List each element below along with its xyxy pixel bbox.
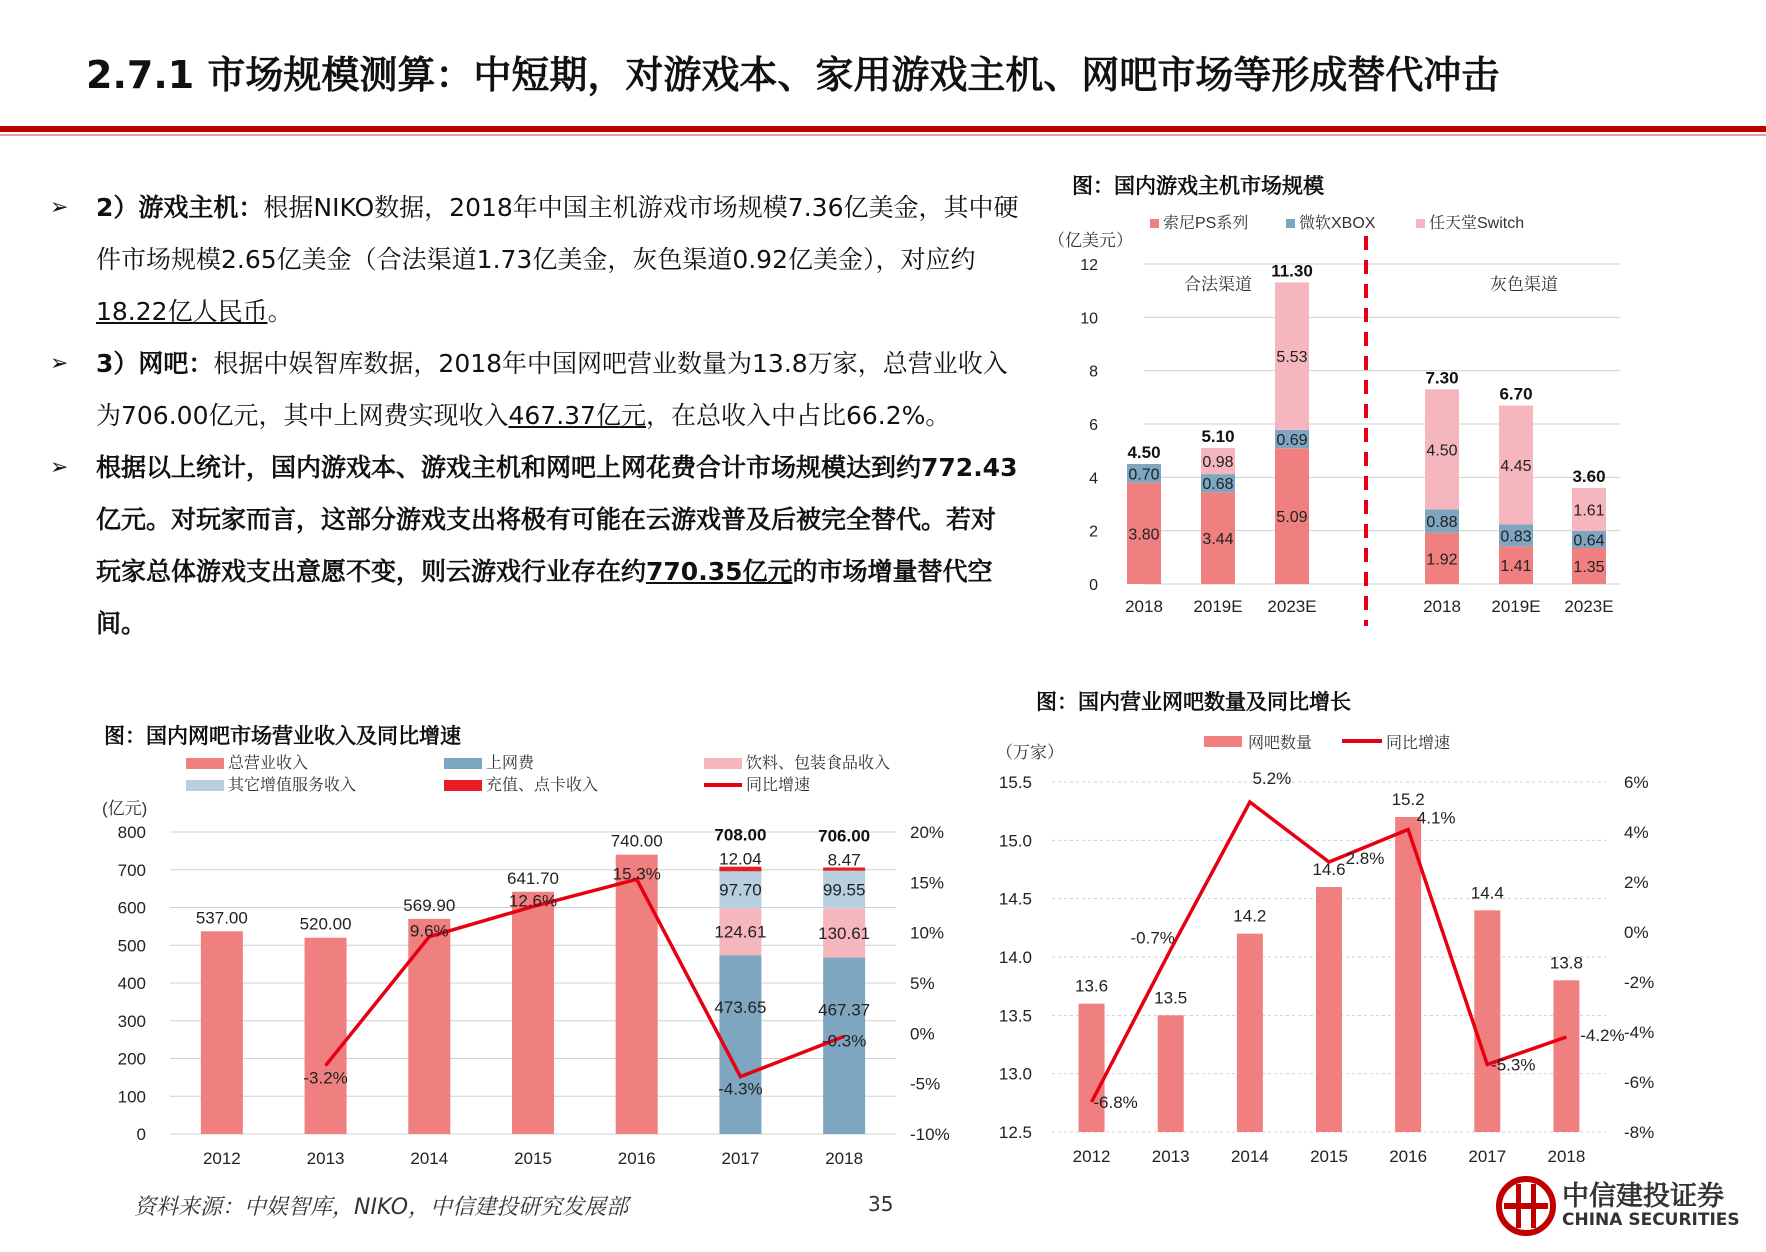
x-tick-label: 2016 — [617, 1149, 656, 1168]
legend-label: 其它增值服务收入 — [228, 777, 357, 794]
growth-label: 2.8% — [1345, 849, 1385, 868]
data-label: 1.41 — [1500, 558, 1532, 576]
growth-label: 4.1% — [1416, 808, 1456, 828]
data-label: 14.4 — [1470, 883, 1504, 903]
growth-label: 15.3% — [612, 864, 661, 884]
y2-tick-label: -8% — [1624, 1123, 1655, 1142]
y2-tick-label: 15% — [910, 873, 945, 893]
bar — [1395, 817, 1421, 1132]
bar — [1158, 1015, 1184, 1132]
growth-label: -0.3% — [821, 1031, 867, 1051]
page-number: 35 — [868, 1192, 894, 1216]
x-tick-label: 2018 — [825, 1149, 864, 1168]
data-label: 14.6 — [1312, 860, 1346, 879]
total-label: 11.30 — [1271, 261, 1313, 281]
y2-tick-label: 0% — [1624, 923, 1649, 942]
legend-label: 充值、点卡收入 — [486, 777, 599, 794]
y2-tick-label: -4% — [1624, 1023, 1655, 1042]
x-tick-label: 2015 — [514, 1149, 552, 1168]
data-label: 467.37 — [818, 1000, 871, 1020]
legend-swatch — [444, 780, 482, 791]
legend-label: 索尼PS系列 — [1163, 215, 1249, 232]
y-tick-label: 14.0 — [998, 948, 1032, 967]
data-label: 0.98 — [1202, 454, 1234, 472]
y-tick-label: 600 — [117, 898, 146, 918]
y-tick-label: 6 — [1089, 417, 1098, 434]
growth-label: -5.3% — [1491, 1055, 1536, 1075]
x-tick-label: 2023E — [1267, 597, 1317, 616]
bullet-underlined: 467.37亿元 — [508, 401, 646, 430]
legend-label: 总营业收入 — [228, 755, 309, 772]
brand-logo-en: CHINA SECURITIES — [1562, 1210, 1740, 1230]
total-label: 3.60 — [1572, 467, 1606, 486]
bar-segment — [719, 955, 761, 1134]
data-label: 740.00 — [610, 831, 663, 851]
y-tick-label: 0 — [1089, 577, 1098, 594]
data-label: 8.47 — [827, 850, 861, 870]
data-label: 0.68 — [1202, 476, 1234, 494]
y-tick-label: 800 — [117, 823, 146, 842]
y-tick-label: 15.0 — [998, 831, 1032, 851]
data-label: 1.35 — [1573, 559, 1605, 576]
x-tick-label: 2018 — [1423, 597, 1461, 616]
y2-tick-label: -5% — [910, 1074, 941, 1094]
data-label: 537.00 — [195, 908, 248, 928]
source-note: 资料来源：中娱智库，NIKO，中信建投研究发展部 — [134, 1195, 629, 1220]
y2-tick-label: 0% — [910, 1024, 935, 1044]
console-chart-title: 图：国内游戏主机市场规模 — [1072, 174, 1324, 198]
data-label: 1.92 — [1426, 551, 1458, 569]
growth-label: -3.2% — [303, 1068, 348, 1088]
x-tick-label: 2018 — [1125, 597, 1163, 616]
growth-label: -6.8% — [1093, 1093, 1138, 1112]
data-label: 3.80 — [1128, 526, 1160, 544]
legend-label: 同比增速 — [1386, 735, 1451, 752]
y-tick-label: 14.5 — [998, 889, 1032, 909]
group-label: 合法渠道 — [1184, 275, 1252, 294]
x-tick-label: 2017 — [721, 1149, 760, 1168]
y2-tick-label: 2% — [1624, 873, 1649, 892]
data-label: 520.00 — [299, 914, 352, 934]
total-label: 708.00 — [714, 825, 767, 845]
y-tick-label: 400 — [117, 974, 146, 993]
growth-label: -4.3% — [718, 1079, 763, 1099]
y2-tick-label: 6% — [1624, 773, 1649, 792]
y-tick-label: 100 — [117, 1087, 146, 1107]
data-label: 124.61 — [714, 922, 767, 942]
title-divider-shadow — [0, 134, 1766, 136]
bullet-lead: 2）游戏主机： — [96, 193, 264, 222]
growth-label: 9.6% — [409, 921, 449, 941]
y-tick-label: 12 — [1080, 257, 1098, 274]
arrow-bullet-icon: ➢ — [50, 195, 69, 220]
legend-swatch — [704, 758, 742, 769]
bullet-netbar — [50, 338, 1020, 442]
console-market-chart — [1040, 206, 1640, 636]
y-tick-label: 700 — [117, 860, 146, 880]
legend-swatch — [444, 758, 482, 769]
data-label: 99.55 — [822, 880, 866, 900]
revenue-chart-title: 图：国内网吧市场营业收入及同比增速 — [104, 724, 461, 748]
y-axis-unit: （万家） — [996, 743, 1064, 762]
y-tick-label: 13.0 — [998, 1064, 1032, 1084]
y-tick-label: 10 — [1080, 310, 1098, 328]
brand-logo-cn: 中信建投证券 — [1562, 1181, 1724, 1212]
data-label: 3.44 — [1202, 531, 1234, 549]
data-label: 473.65 — [714, 998, 767, 1018]
data-label: 13.8 — [1549, 953, 1583, 973]
y-tick-label: 4 — [1089, 470, 1098, 488]
count-chart-title: 图：国内营业网吧数量及同比增长 — [1036, 690, 1351, 714]
bullet-lead: 3）网吧： — [96, 349, 214, 378]
data-label: 97.70 — [719, 880, 762, 900]
bar-segment — [512, 892, 554, 1134]
data-label: 13.5 — [1154, 988, 1188, 1008]
brand-logo — [1496, 1172, 1756, 1242]
bullet-text: 根据中娱智库数据，2018年中国网吧营业数量为13.8万家，总营业收入为706.00亿元，其中上网费实现收入 — [96, 349, 1008, 430]
bar-segment — [408, 919, 450, 1134]
x-tick-label: 2015 — [1310, 1147, 1348, 1166]
arrow-bullet-icon: ➢ — [50, 455, 69, 480]
y2-tick-label: 5% — [910, 974, 935, 993]
x-tick-label: 2017 — [1468, 1147, 1507, 1166]
x-tick-label: 2012 — [1072, 1147, 1111, 1166]
data-label: 4.50 — [1426, 442, 1458, 460]
growth-label: 5.2% — [1252, 769, 1292, 788]
data-label: 0.64 — [1573, 532, 1605, 550]
legend-label: 饮料、包装食品收入 — [746, 755, 891, 772]
x-tick-label: 2014 — [1230, 1147, 1269, 1166]
bar-segment — [305, 938, 347, 1134]
data-label: 1.61 — [1573, 502, 1605, 520]
y-tick-label: 8 — [1089, 363, 1098, 381]
legend-swatch — [1286, 219, 1295, 228]
arrow-bullet-icon: ➢ — [50, 351, 69, 376]
total-label: 7.30 — [1425, 368, 1459, 388]
data-label: 15.2 — [1391, 790, 1425, 809]
x-tick-label: 2016 — [1389, 1147, 1428, 1166]
bullet-underlined: 770.35亿元 — [646, 557, 793, 586]
y-tick-label: 300 — [117, 1011, 146, 1031]
bar — [1079, 1004, 1105, 1132]
bullet-underlined: 18.22亿人民币 — [96, 297, 268, 326]
bullet-list — [50, 182, 1020, 650]
x-tick-label: 2018 — [1547, 1147, 1586, 1166]
bar — [1237, 934, 1263, 1132]
bullet-text: 根据NIKO数据，2018年中国主机游戏市场规模7.36亿美金，其中硬件市场规模2.65亿美金（合法渠道1.73亿美金，灰色渠道0.92亿美金），对应约 — [96, 193, 1019, 274]
y2-tick-label: 10% — [910, 923, 945, 943]
netbar-revenue-chart — [96, 752, 976, 1182]
data-label: 0.70 — [1128, 466, 1160, 484]
data-label: 130.61 — [818, 923, 871, 943]
data-label: 0.88 — [1426, 514, 1458, 532]
data-label: 14.2 — [1233, 906, 1267, 926]
legend-label: 网吧数量 — [1248, 735, 1313, 752]
y-axis-unit: (亿元) — [102, 799, 148, 818]
x-tick-label: 2019E — [1491, 597, 1541, 616]
y-tick-label: 15.5 — [998, 773, 1032, 792]
bar — [1553, 980, 1579, 1132]
page-title: 2.7.1 市场规模测算：中短期，对游戏本、家用游戏主机、网吧市场等形成替代冲击 — [86, 53, 1500, 97]
x-tick-label: 2013 — [1151, 1147, 1190, 1166]
x-tick-label: 2019E — [1193, 597, 1243, 616]
x-tick-label: 2013 — [306, 1149, 345, 1168]
total-label: 4.50 — [1127, 443, 1161, 462]
group-label: 灰色渠道 — [1490, 275, 1558, 294]
y-tick-label: 200 — [117, 1049, 146, 1069]
data-label: 0.83 — [1500, 528, 1532, 546]
bar-segment — [201, 931, 243, 1134]
y2-tick-label: -6% — [1624, 1073, 1655, 1092]
legend-swatch — [186, 758, 224, 769]
legend-swatch — [1416, 219, 1425, 228]
y-axis-unit: （亿美元） — [1048, 231, 1133, 250]
data-label: 641.70 — [507, 868, 559, 888]
legend-swatch — [1150, 219, 1159, 228]
y2-tick-label: 20% — [910, 823, 945, 842]
bar-segment — [616, 855, 658, 1134]
bullet-text: 根据以上统计，国内游戏本、游戏主机和网吧上网花费合计市场规模达到约772.43亿元。对玩家而言，这部分游戏支出将极有可能在云游戏普及后被完全替代。若对玩家总体游戏支出意愿不变，则云游戏行业存在约 — [96, 453, 1018, 586]
total-label: 706.00 — [818, 826, 871, 846]
bullet-text-end: 。 — [267, 297, 293, 326]
growth-label: -4.2% — [1580, 1026, 1625, 1045]
legend-swatch — [1204, 736, 1242, 747]
y-tick-label: 2 — [1089, 523, 1098, 541]
x-tick-label: 2014 — [410, 1149, 449, 1168]
y-tick-label: 0 — [136, 1125, 146, 1144]
bullet-summary — [50, 442, 1020, 650]
legend-swatch — [186, 780, 224, 791]
data-label: 5.53 — [1276, 349, 1308, 367]
brand-logo-icon — [1496, 1176, 1556, 1236]
y-tick-label: 500 — [117, 936, 146, 956]
bar — [1316, 887, 1342, 1132]
bullet-text-end: 的市场增量替代空间。 — [96, 557, 993, 638]
data-label: 13.6 — [1075, 976, 1109, 996]
y2-tick-label: -2% — [1624, 973, 1655, 992]
y2-tick-label: 4% — [1624, 823, 1649, 842]
data-label: 12.04 — [719, 849, 762, 869]
total-label: 6.70 — [1499, 384, 1533, 404]
x-tick-label: 2012 — [202, 1149, 241, 1168]
netbar-count-chart — [990, 726, 1680, 1176]
growth-label: 12.6% — [508, 891, 558, 911]
legend-label: 同比增速 — [746, 777, 811, 794]
y-tick-label: 13.5 — [998, 1006, 1032, 1026]
legend-label: 上网费 — [486, 755, 535, 772]
total-label: 5.10 — [1201, 427, 1235, 446]
bullet-console — [50, 182, 1020, 338]
data-label: 0.69 — [1276, 432, 1308, 450]
data-label: 569.90 — [403, 895, 456, 915]
growth-label: -0.7% — [1130, 928, 1175, 948]
data-label: 5.09 — [1276, 509, 1308, 527]
bar — [1474, 910, 1500, 1132]
legend-label: 微软XBOX — [1299, 215, 1376, 232]
legend-label: 任天堂Switch — [1429, 215, 1525, 232]
y2-tick-label: -10% — [910, 1125, 950, 1144]
y-tick-label: 12.5 — [998, 1123, 1032, 1142]
data-label: 4.45 — [1500, 457, 1532, 475]
bullet-text-end: ，在总收入中占比66.2%。 — [645, 401, 951, 430]
title-divider — [0, 126, 1766, 132]
x-tick-label: 2023E — [1564, 597, 1614, 616]
